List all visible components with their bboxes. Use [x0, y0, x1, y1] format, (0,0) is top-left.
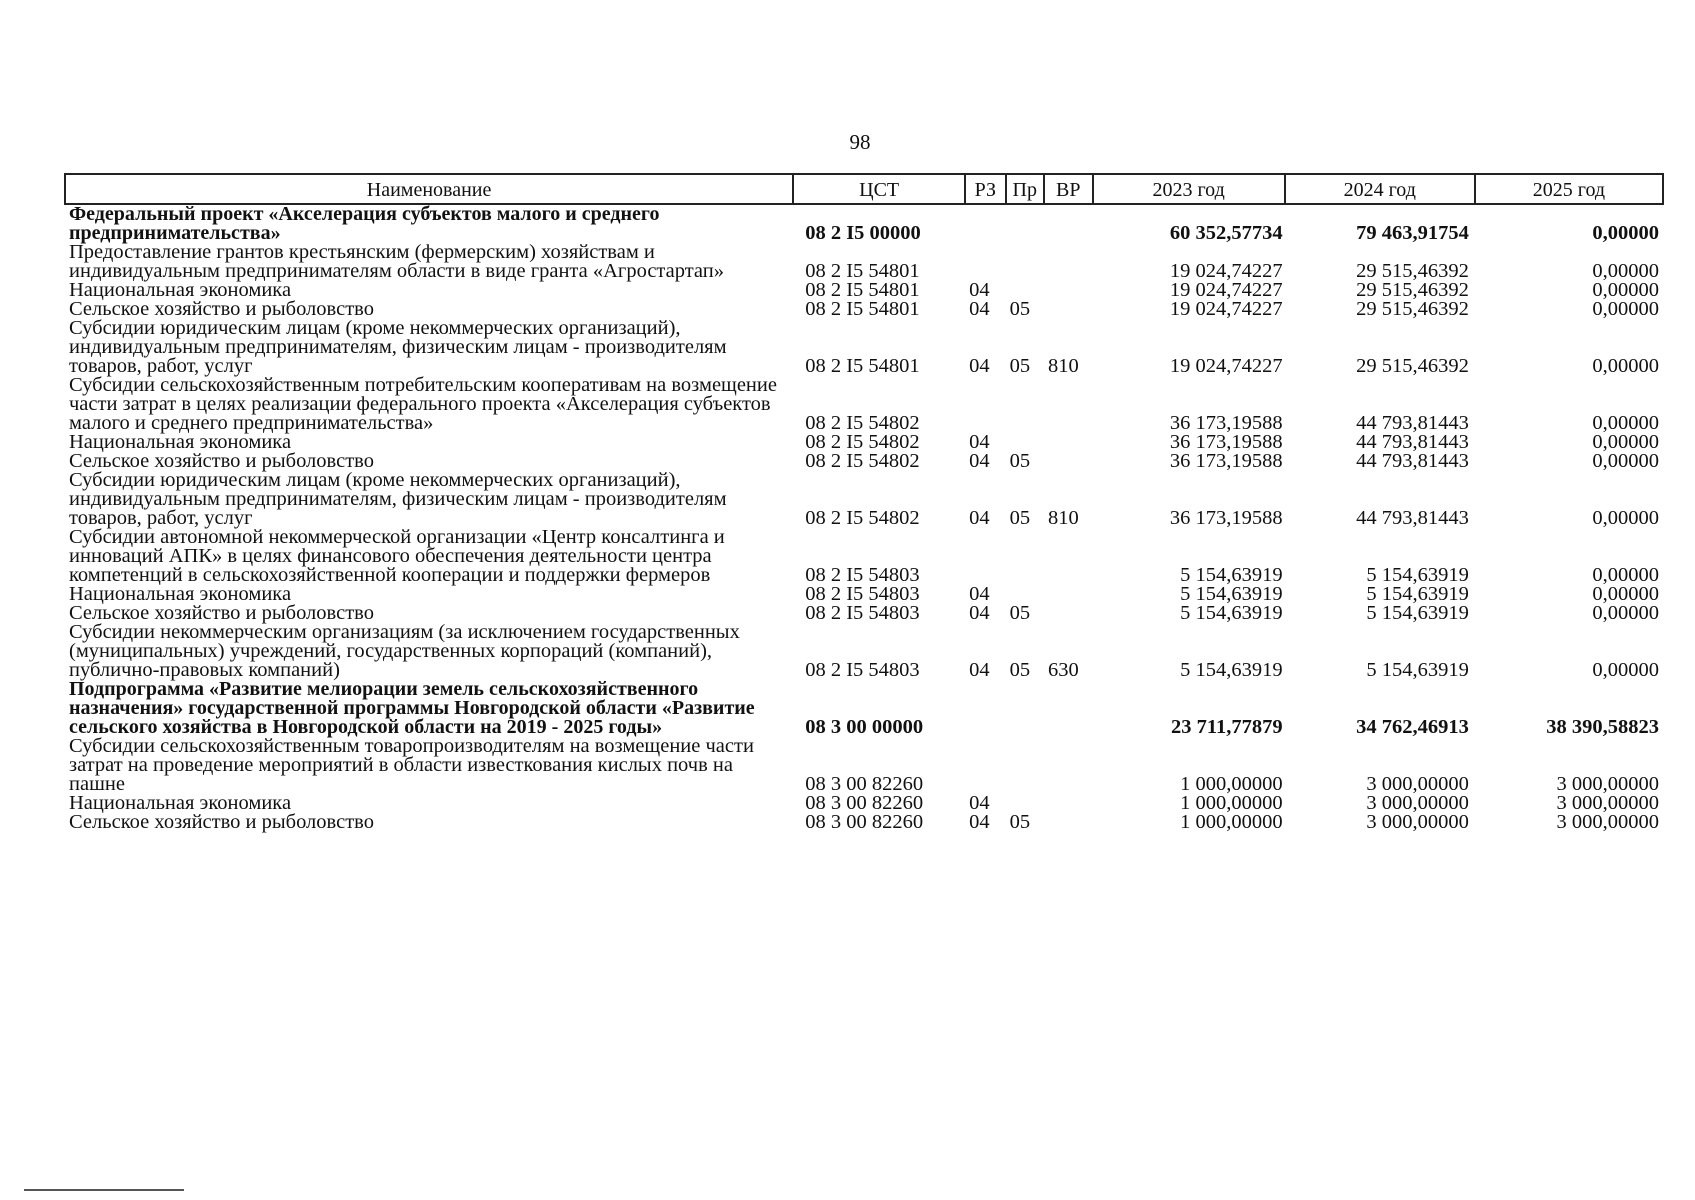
cell-rz: 04 — [969, 507, 990, 529]
cell-pr: 05 — [1009, 355, 1031, 377]
cell-2025: 0,00000 — [1592, 412, 1659, 434]
cell-vr — [1044, 376, 1093, 433]
cell-rz — [965, 204, 1005, 243]
cell-rz: 04 — [969, 298, 990, 320]
cell-vr — [1044, 281, 1093, 300]
cell-2023: 19 024,74227 — [1169, 279, 1283, 301]
cell-2023: 1 000,00000 — [1180, 773, 1283, 795]
cell-2025: 0,00000 — [1592, 355, 1659, 377]
cell-cst: 08 2 I5 54802 — [805, 412, 920, 434]
table-row — [65, 471, 1663, 528]
cell-2023: 36 173,19588 — [1169, 431, 1283, 453]
cell-2025: 0,00000 — [1592, 431, 1659, 453]
cell-2025: 0,00000 — [1592, 450, 1659, 472]
cell-2025: 0,00000 — [1592, 564, 1659, 586]
cell-vr — [1044, 604, 1093, 623]
cell-vr — [1044, 452, 1093, 471]
cell-2024: 44 793,81443 — [1356, 507, 1469, 529]
table-row — [65, 680, 1663, 737]
cell-2023: 1 000,00000 — [1180, 811, 1283, 833]
table-header-row — [65, 174, 1663, 204]
cell-pr — [1006, 243, 1044, 281]
table-row — [65, 376, 1663, 433]
cell-2024: 3 000,00000 — [1366, 811, 1469, 833]
cell-2024: 3 000,00000 — [1366, 773, 1469, 795]
cell-cst: 08 2 I5 54803 — [805, 659, 920, 681]
cell-rz: 04 — [969, 450, 990, 472]
cell-2023: 1 000,00000 — [1180, 792, 1283, 814]
table-row — [65, 623, 1663, 680]
cell-2025: 0,00000 — [1592, 583, 1659, 605]
cell-rz: 04 — [969, 355, 990, 377]
header-2023: 2023 год — [1093, 174, 1285, 204]
header-cst: ЦСТ — [793, 174, 965, 204]
cell-2025: 0,00000 — [1592, 279, 1659, 301]
cell-cst: 08 2 I5 54801 — [805, 279, 920, 301]
cell-2024: 29 515,46392 — [1356, 298, 1469, 320]
cell-vr: 810 — [1047, 507, 1079, 529]
cell-name: Субсидии сельскохозяйственным товаропроизводителям на возмещение части затрат на проведение мероприятий в области известкования кислых почв на пашне — [69, 735, 754, 795]
cell-vr — [1044, 243, 1093, 281]
cell-name: Национальная экономика — [69, 792, 292, 814]
table-row — [65, 813, 1663, 832]
cell-vr — [1044, 204, 1093, 243]
cell-name: Субсидии юридическим лицам (кроме некоммерческих организаций), индивидуальным предпринимателям, физическим лицам - производителям товаров, работ, услуг — [69, 317, 727, 377]
cell-cst: 08 2 I5 54801 — [805, 355, 920, 377]
cell-name: Сельское хозяйство и рыболовство — [69, 450, 374, 472]
cell-cst: 08 2 I5 54801 — [805, 260, 920, 282]
cell-pr — [1006, 528, 1044, 585]
cell-2024: 79 463,91754 — [1356, 222, 1469, 244]
table-body — [65, 204, 1663, 832]
header-2024: 2024 год — [1285, 174, 1475, 204]
cell-name: Сельское хозяйство и рыболовство — [69, 298, 374, 320]
cell-2024: 29 515,46392 — [1356, 279, 1469, 301]
budget-table — [64, 173, 1664, 832]
cell-name: Субсидии сельскохозяйственным потребительским кооперативам на возмещение части затрат в целях реализации федерального проекта «Акселерация субъектов малого и среднего предпринимательства» — [69, 374, 777, 434]
cell-vr — [1044, 813, 1093, 832]
cell-name: Сельское хозяйство и рыболовство — [69, 602, 374, 624]
cell-vr: 630 — [1047, 659, 1079, 681]
cell-2023: 5 154,63919 — [1180, 602, 1283, 624]
cell-cst: 08 2 I5 00000 — [805, 222, 921, 244]
header-rz: РЗ — [965, 174, 1005, 204]
cell-2024: 29 515,46392 — [1356, 260, 1469, 282]
cell-pr: 05 — [1009, 659, 1031, 681]
cell-2025: 0,00000 — [1592, 602, 1659, 624]
cell-pr: 05 — [1009, 602, 1031, 624]
cell-2025: 0,00000 — [1592, 659, 1659, 681]
cell-name: Национальная экономика — [69, 431, 292, 453]
cell-vr — [1044, 680, 1093, 737]
page-number: 98 — [849, 130, 871, 154]
cell-pr: 05 — [1009, 298, 1031, 320]
cell-cst: 08 2 I5 54802 — [805, 431, 920, 453]
cell-2024: 5 154,63919 — [1366, 564, 1469, 586]
footer-rule — [24, 1189, 184, 1191]
cell-2025: 3 000,00000 — [1556, 792, 1659, 814]
cell-2023: 60 352,57734 — [1169, 222, 1283, 244]
header-name: Наименование — [65, 174, 793, 204]
cell-pr: 05 — [1009, 450, 1031, 472]
cell-2023: 36 173,19588 — [1169, 450, 1283, 472]
cell-pr — [1006, 376, 1044, 433]
cell-vr — [1044, 528, 1093, 585]
cell-cst: 08 2 I5 54802 — [805, 507, 920, 529]
cell-pr — [1006, 204, 1044, 243]
cell-vr — [1044, 433, 1093, 452]
cell-rz: 04 — [969, 431, 990, 453]
cell-2025: 3 000,00000 — [1556, 773, 1659, 795]
cell-rz: 04 — [969, 602, 990, 624]
cell-2023: 19 024,74227 — [1169, 355, 1283, 377]
cell-rz: 04 — [969, 279, 990, 301]
cell-2025: 38 390,58823 — [1546, 716, 1659, 738]
cell-rz: 04 — [969, 583, 990, 605]
cell-rz: 04 — [969, 659, 990, 681]
cell-rz — [965, 680, 1005, 737]
cell-pr — [1006, 737, 1044, 794]
cell-cst: 08 3 00 00000 — [805, 716, 924, 738]
cell-name: Федеральный проект «Акселерация субъектов малого и среднего предпринимательства» — [69, 203, 660, 244]
cell-2023: 36 173,19588 — [1169, 507, 1283, 529]
cell-rz — [965, 243, 1005, 281]
cell-2024: 5 154,63919 — [1366, 583, 1469, 605]
cell-2025: 0,00000 — [1592, 298, 1659, 320]
header-2025: 2025 год — [1475, 174, 1663, 204]
cell-vr: 810 — [1047, 355, 1079, 377]
cell-cst: 08 2 I5 54802 — [805, 450, 920, 472]
cell-cst: 08 3 00 82260 — [805, 792, 924, 814]
cell-cst: 08 2 I5 54803 — [805, 602, 920, 624]
cell-vr — [1044, 737, 1093, 794]
cell-2025: 0,00000 — [1592, 260, 1659, 282]
cell-rz: 04 — [969, 811, 990, 833]
cell-2023: 19 024,74227 — [1169, 260, 1283, 282]
cell-2025: 0,00000 — [1592, 222, 1659, 244]
cell-pr: 05 — [1009, 811, 1031, 833]
cell-2024: 3 000,00000 — [1366, 792, 1469, 814]
cell-2024: 44 793,81443 — [1356, 431, 1469, 453]
cell-cst: 08 3 00 82260 — [805, 811, 924, 833]
cell-2023: 23 711,77879 — [1171, 716, 1283, 738]
cell-vr — [1044, 300, 1093, 319]
cell-2024: 5 154,63919 — [1366, 602, 1469, 624]
cell-2023: 19 024,74227 — [1169, 298, 1283, 320]
cell-cst: 08 2 I5 54801 — [805, 298, 920, 320]
cell-name: Субсидии некоммерческим организациям (за исключением государственных (муниципальных) учреждений, государственных корпораций (компаний), публично-правовых компаний) — [69, 621, 740, 681]
cell-cst: 08 3 00 82260 — [805, 773, 924, 795]
table-row — [65, 737, 1663, 794]
header-pr: Пр — [1006, 174, 1044, 204]
cell-2024: 44 793,81443 — [1356, 412, 1469, 434]
cell-pr: 05 — [1009, 507, 1031, 529]
cell-2025: 3 000,00000 — [1556, 811, 1659, 833]
cell-name: Национальная экономика — [69, 279, 292, 301]
cell-name: Субсидии автономной некоммерческой организации «Центр консалтинга и инноваций АПК» в целях финансового обеспечения деятельности центра компетенций в сельскохозяйственной кооперации и поддержки фермеров — [69, 526, 725, 586]
cell-cst: 08 2 I5 54803 — [805, 583, 920, 605]
cell-name: Подпрограмма «Развитие мелиорации земель сельскохозяйственного назначения» государственной программы Новгородской области «Развитие сельского хозяйства в Новгородской области на 2019 - 2025 годы» — [69, 678, 755, 738]
cell-rz — [965, 737, 1005, 794]
cell-2023: 5 154,63919 — [1180, 659, 1283, 681]
cell-name: Субсидии юридическим лицам (кроме некоммерческих организаций), индивидуальным предпринимателям, физическим лицам - производителям товаров, работ, услуг — [69, 469, 727, 529]
cell-rz — [965, 528, 1005, 585]
cell-2023: 5 154,63919 — [1180, 583, 1283, 605]
cell-name: Национальная экономика — [69, 583, 292, 605]
cell-name: Предоставление грантов крестьянским (фермерским) хозяйствам и индивидуальным предпринимателям области в виде гранта «Агростартап» — [69, 241, 724, 282]
cell-2024: 5 154,63919 — [1366, 659, 1469, 681]
cell-2024: 29 515,46392 — [1356, 355, 1469, 377]
table-row — [65, 243, 1663, 281]
cell-2024: 44 793,81443 — [1356, 450, 1469, 472]
header-vr: ВР — [1044, 174, 1093, 204]
cell-2025: 0,00000 — [1592, 507, 1659, 529]
cell-2023: 5 154,63919 — [1180, 564, 1283, 586]
table-row — [65, 319, 1663, 376]
cell-2023: 36 173,19588 — [1169, 412, 1283, 434]
table-row — [65, 204, 1663, 243]
cell-name: Сельское хозяйство и рыболовство — [69, 811, 374, 833]
cell-pr — [1006, 680, 1044, 737]
cell-rz: 04 — [969, 792, 990, 814]
cell-vr — [1044, 585, 1093, 604]
cell-vr — [1044, 794, 1093, 813]
cell-2024: 34 762,46913 — [1356, 716, 1469, 738]
cell-cst: 08 2 I5 54803 — [805, 564, 920, 586]
table-row — [65, 528, 1663, 585]
cell-rz — [965, 376, 1005, 433]
